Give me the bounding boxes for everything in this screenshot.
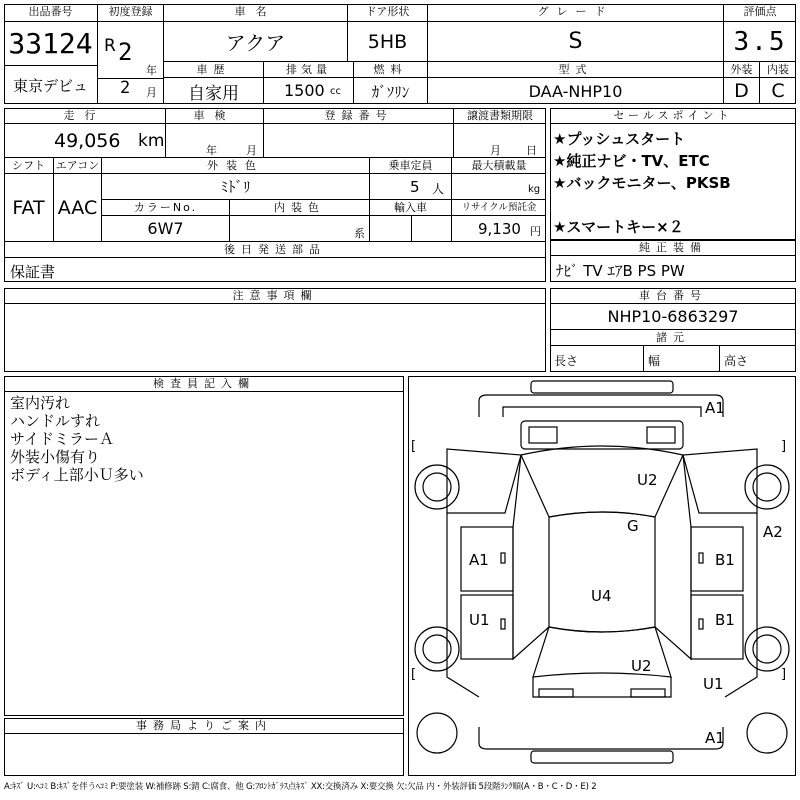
fuel-value: ｶﾞｿﾘﾝ (354, 78, 428, 104)
tail-lamp-left (539, 689, 573, 697)
damage-mark: A1 (705, 729, 725, 747)
inspector-label: 検査員記入欄 (4, 376, 404, 392)
score-label: 評価点 (724, 4, 796, 22)
grade-value: S (428, 22, 724, 62)
reg-year: 2 (118, 38, 133, 66)
insp-month-unit: 月 (246, 144, 257, 157)
int-color-label: 内装色 (230, 200, 370, 216)
reg-year-unit: 年 (146, 64, 157, 77)
recycle-unit: 円 (530, 225, 541, 238)
recycle-value: 9,130 (478, 220, 521, 238)
inspection-label: 車検 (166, 108, 264, 124)
damage-mark: U4 (591, 587, 612, 605)
grade-label: グレード (428, 4, 724, 22)
spare-left (417, 713, 457, 753)
inspector-line: ハンドルすれ (10, 412, 101, 430)
damage-mark: G (627, 517, 639, 535)
history-value: 自家用 (164, 78, 264, 104)
front-bumper (531, 381, 673, 393)
inspector-line: ボディ上部小Ｕ多い (10, 466, 144, 484)
width-label: 幅 (648, 354, 661, 368)
mileage-unit: km (138, 131, 165, 151)
damage-mark: U1 (703, 675, 724, 693)
reg-separator (98, 22, 164, 78)
a-pillar-left (513, 455, 549, 659)
later-parts-cell (4, 258, 546, 282)
recycle-cell (452, 216, 546, 242)
rear-bumper (479, 727, 723, 749)
chassis-label: 車台番号 (550, 288, 796, 304)
wheel-fr (745, 465, 789, 509)
sales-line: ★プッシュスタート (553, 130, 686, 148)
transfer-month-unit: 月 (490, 144, 501, 157)
ext-color-value: ﾐﾄﾞﾘ (102, 174, 370, 200)
ext-grade-label: 外装 (724, 62, 760, 78)
import-label: 輸入車 (370, 200, 452, 216)
sales-line (553, 194, 731, 216)
sales-line: ★純正ナビ・TV、ETC (553, 152, 710, 170)
history-label: 車歴 (164, 62, 264, 78)
reg-month: 2 (120, 78, 131, 98)
displacement-value: 1500 (284, 81, 325, 100)
int-grade-label: 内装 (760, 62, 796, 78)
chassis-value: NHP10-6863297 (550, 304, 796, 330)
tailgate (533, 677, 671, 697)
import-cell-b (412, 216, 452, 242)
damage-mark: A1 (469, 551, 489, 569)
damage-mark: B1 (715, 551, 735, 569)
length-label: 長さ (554, 354, 579, 368)
transfer-day-unit: 日 (526, 144, 537, 157)
hood-edge (503, 407, 701, 417)
handle-fr (699, 553, 703, 563)
office-label: 事務局よりご案内 (4, 718, 404, 734)
sales-label: セールスポイント (550, 108, 796, 124)
sales-line: ★スマートキー×２ (553, 218, 684, 236)
seats-cell (370, 174, 452, 200)
handle-fl (501, 553, 505, 563)
int-color-cell (230, 216, 370, 242)
load-unit: kg (528, 184, 541, 195)
genuine-label: 純正装備 (550, 240, 796, 256)
grille-left (529, 427, 557, 443)
displacement-cell (264, 78, 354, 104)
damage-mark: B1 (715, 611, 735, 629)
damage-mark: U1 (469, 611, 490, 629)
ext-color-label: 外装色 (102, 158, 370, 174)
later-parts-value: 保証書 (10, 263, 56, 281)
genuine-value: ﾅﾋﾞ TV ｴｱB PS PW (556, 262, 685, 280)
inspector-notes (10, 394, 144, 484)
seats-unit: 人 (432, 182, 445, 196)
bracket-left-bottom: [ (411, 667, 417, 682)
windshield (521, 446, 683, 517)
mileage-value: 49,056 (54, 130, 121, 152)
height-label: 高さ (724, 354, 749, 368)
later-parts-label: 後日発送部品 (4, 242, 546, 258)
shift-value: FAT (4, 174, 54, 242)
transfer-label: 譲渡書類期限 (454, 108, 546, 124)
bracket-right-top: ] (781, 439, 787, 454)
bracket-left-top: [ (411, 439, 417, 454)
handle-rr (699, 619, 703, 629)
damage-mark: A2 (763, 523, 783, 541)
wheel-rr (745, 627, 789, 671)
car-name: アクア (164, 22, 348, 62)
reg-month-unit: 月 (146, 86, 157, 99)
model-value: DAA-NHP10 (428, 78, 724, 104)
damage-mark: U2 (631, 657, 652, 675)
wheel-rl (415, 627, 459, 671)
inspector-line: 外装小傷有り (10, 448, 101, 466)
color-no-value: 6W7 (102, 216, 230, 242)
sales-line: ★バックモニター、PKSB (553, 174, 731, 192)
car-name-label: 車名 (164, 4, 348, 22)
load-label: 最大積載量 (452, 158, 546, 174)
door-value: 5HB (348, 22, 428, 62)
transfer-cell (454, 124, 546, 158)
int-color-unit: 系 (354, 227, 365, 240)
inspection-cell (166, 124, 264, 158)
seats-label: 乗車定員 (370, 158, 452, 174)
fuel-label: 燃料 (354, 62, 428, 78)
spare-right (747, 713, 787, 753)
debut-label: 東京デビュ (4, 66, 98, 104)
tail-lamp-right (631, 689, 665, 697)
reg-no-label: 登録番号 (264, 108, 454, 124)
wheel-fl (415, 465, 459, 509)
inspector-line: サイドミラーＡ (10, 430, 114, 448)
recycle-label: リサイクル預託金 (452, 200, 546, 216)
mileage-label: 走行 (4, 108, 166, 124)
damage-diagram (408, 376, 796, 776)
handle-rl (501, 619, 505, 629)
displacement-label: 排気量 (264, 62, 354, 78)
ext-grade: D (724, 78, 760, 104)
roof (549, 512, 655, 632)
first-reg-label: 初度登録 (98, 4, 164, 22)
hood (521, 421, 683, 449)
lot-no: 33124 (4, 22, 98, 66)
displacement-unit: cc (330, 86, 341, 97)
front-lip (479, 395, 723, 417)
bracket-right-bottom: ] (781, 667, 787, 682)
era: R (104, 36, 116, 56)
ac-label: エアコン (54, 158, 102, 174)
insp-year-unit: 年 (206, 144, 217, 157)
load-cell (452, 174, 546, 200)
inspector-line: 室内汚れ (10, 394, 71, 412)
import-cell-a (370, 216, 412, 242)
a-pillar-right (655, 455, 691, 659)
score-value: 3.5 (724, 22, 796, 62)
reg-no-cell (264, 124, 454, 158)
side-left (447, 513, 479, 697)
side-right (725, 513, 757, 697)
car-diagram (409, 377, 795, 775)
grille-right (647, 427, 675, 443)
sales-list (553, 128, 731, 238)
width-cell (644, 346, 720, 372)
mileage-cell (4, 124, 166, 158)
int-grade: C (771, 80, 785, 102)
door-label: ドア形状 (348, 4, 428, 22)
color-no-label: カラーNo. (102, 200, 230, 216)
legend: A:ｷｽﾞ U:ﾍｺﾐ B:ｷｽﾞを伴うﾍｺﾐ P:要塗装 W:補修跡 S:錆 C:腐食、他 G:ﾌﾛﾝﾄｶﾞﾗｽ点ｷｽﾞ XX:交換済み X:要交換 欠:欠品 内・外装評価 5段階ﾗﾝｸ順(A・B・C・D・E) 2 (4, 782, 597, 792)
damage-mark: A1 (705, 399, 725, 417)
damage-mark: U2 (637, 471, 658, 489)
dims-label: 諸元 (550, 330, 796, 346)
rear-bumper-lower (531, 751, 673, 763)
ac-value: AAC (54, 174, 102, 242)
shift-label: シフト (4, 158, 54, 174)
lot-no-label: 出品番号 (4, 4, 98, 22)
length-cell (550, 346, 644, 372)
height-cell (720, 346, 796, 372)
model-label: 型式 (428, 62, 724, 78)
seats-value: 5 (410, 178, 420, 196)
notes-label: 注意事項欄 (4, 288, 546, 304)
